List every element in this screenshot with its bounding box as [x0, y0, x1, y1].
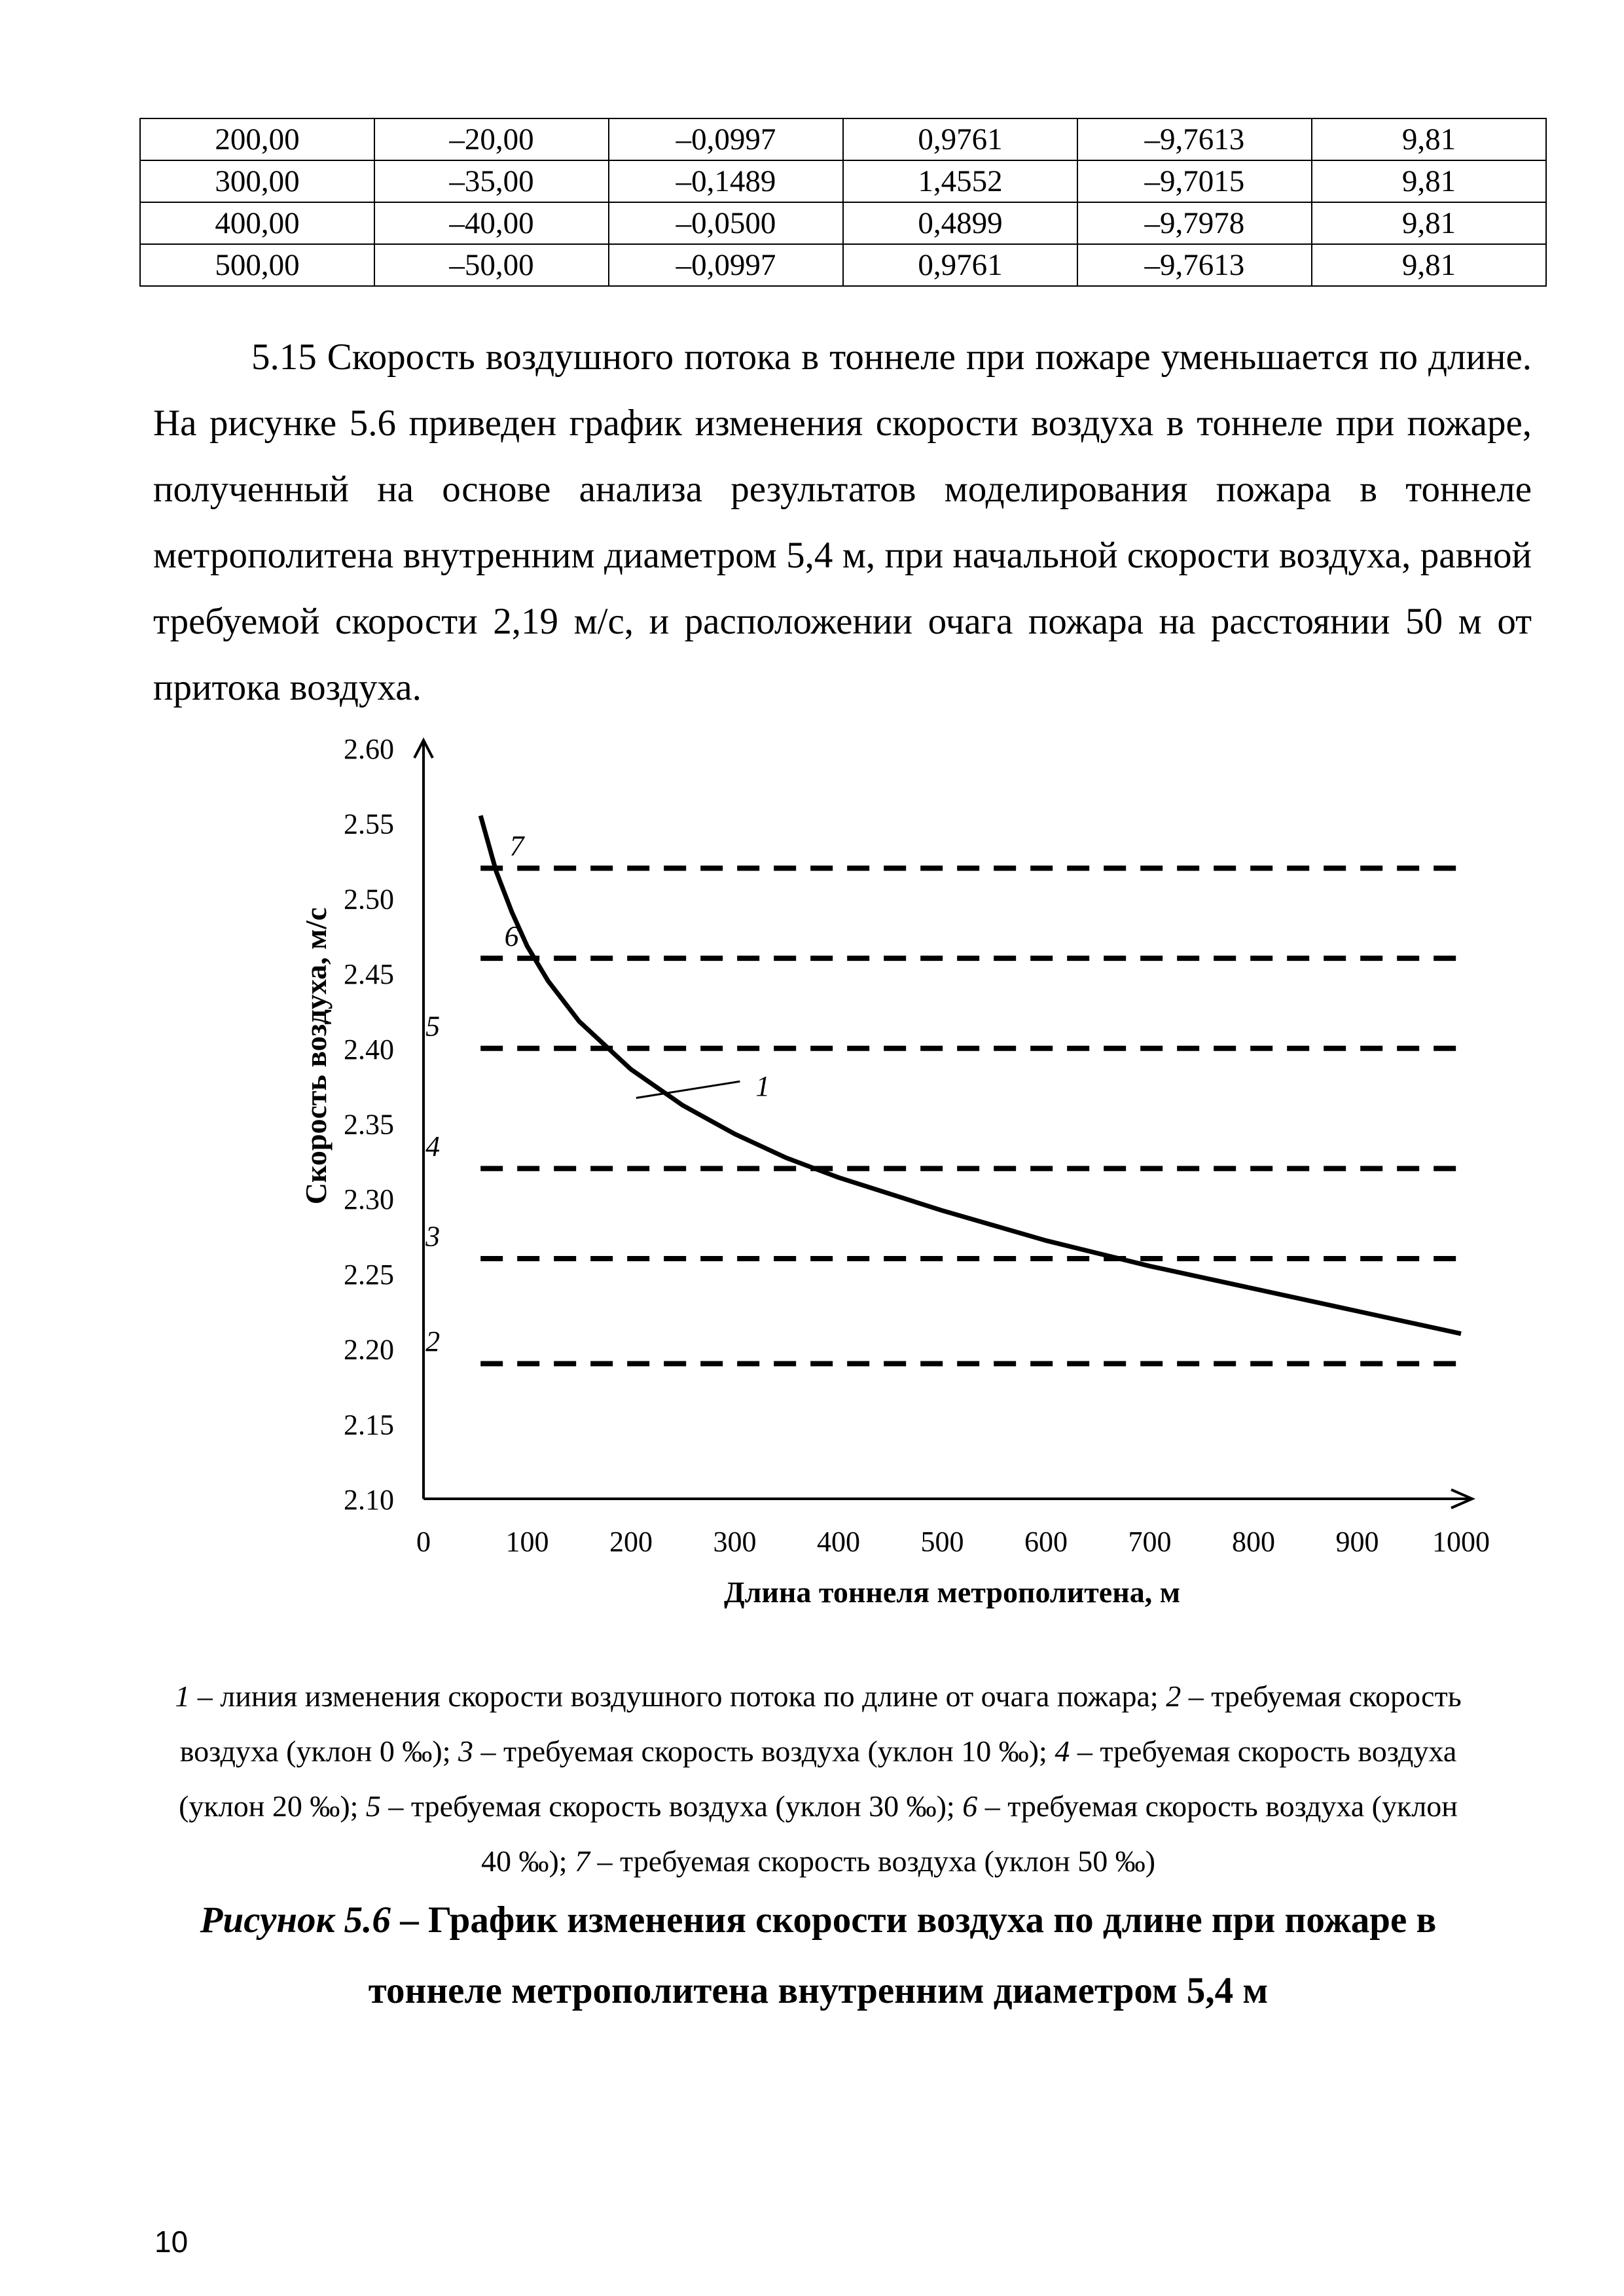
series-annotation-6: 6: [504, 920, 519, 952]
velocity-chart: [0, 726, 1624, 1643]
table-row: [140, 118, 1546, 160]
x-tick-label: 700: [1128, 1526, 1172, 1558]
y-tick-label: 2.10: [344, 1484, 394, 1516]
table-cell: 500,00: [140, 244, 374, 286]
y-tick-label: 2.25: [344, 1258, 394, 1291]
table-cell: 400,00: [140, 202, 374, 244]
y-tick-label: 2.35: [344, 1108, 394, 1141]
legend-num-6: 6: [962, 1789, 978, 1823]
y-tick-label: 2.50: [344, 883, 394, 916]
series-annotation-3: 3: [425, 1220, 441, 1253]
table-cell: –9,7613: [1077, 118, 1312, 160]
x-tick-label: 0: [416, 1526, 431, 1558]
legend-num-1: 1: [175, 1679, 190, 1713]
figure-caption: [164, 1885, 1473, 2026]
table-cell: –9,7978: [1077, 202, 1312, 244]
page-number: 10: [154, 2225, 189, 2259]
table-cell: 200,00: [140, 118, 374, 160]
x-tick-label: 200: [609, 1526, 653, 1558]
series-annotation-5: 5: [425, 1010, 441, 1043]
y-tick-label: 2.45: [344, 958, 394, 991]
table-cell: 300,00: [140, 160, 374, 202]
table-cell: –35,00: [374, 160, 609, 202]
table-row: [140, 244, 1546, 286]
x-tick-label: 400: [817, 1526, 860, 1558]
x-tick-label: 100: [505, 1526, 549, 1558]
table-cell: 9,81: [1312, 118, 1546, 160]
figure-legend: [164, 1669, 1473, 1889]
table-cell: 0,4899: [843, 202, 1077, 244]
y-axis-label: Скорость воздуха, м/с: [299, 907, 333, 1205]
table-cell: 0,9761: [843, 244, 1077, 286]
table-cell: 9,81: [1312, 202, 1546, 244]
table-cell: –0,0997: [609, 118, 843, 160]
x-tick-label: 1000: [1432, 1526, 1490, 1558]
x-tick-label: 300: [713, 1526, 757, 1558]
table-cell: –9,7613: [1077, 244, 1312, 286]
table-cell: 1,4552: [843, 160, 1077, 202]
data-table: [139, 118, 1547, 287]
legend-text-4: – требуемая скорость воздуха (уклон 20 ‰);: [179, 1734, 1457, 1823]
legend-num-3: 3: [458, 1734, 474, 1768]
legend-text-6: – требуемая скорость воздуха (уклон 40 ‰);: [480, 1789, 1458, 1878]
series-annotation-4: 4: [425, 1130, 441, 1162]
x-tick-label: 500: [920, 1526, 964, 1558]
table-cell: 9,81: [1312, 160, 1546, 202]
body-paragraph: 5.15 Скорость воздушного потока в тоннеле при пожаре уменьшается по длине. На рисунке 5.6 приведен график изменения скорости воздуха в тоннеле при пожаре, полученный на основе анализа результатов моделирования пожара в тоннеле метрополитена внутренним диаметром 5,4 м, при начальной скорости воздуха, равной требуемой скорости 2,19 м/с, и расположении очага пожара на расстоянии 50 м от притока воздуха.: [153, 336, 1532, 708]
table-cell: –40,00: [374, 202, 609, 244]
caption-text: – График изменения скорости воздуха по длине при пожаре в тоннеле метрополитена внутренним диаметром 5,4 м: [368, 1899, 1437, 2011]
series-annotation-2: 2: [425, 1325, 441, 1358]
legend-text-7: – требуемая скорость воздуха (уклон 50 ‰): [590, 1844, 1156, 1878]
caption-label: Рисунок 5.6: [200, 1899, 391, 1941]
table-cell: 0,9761: [843, 118, 1077, 160]
table-row: [140, 202, 1546, 244]
x-tick-label: 800: [1232, 1526, 1275, 1558]
x-tick-label: 600: [1024, 1526, 1068, 1558]
y-tick-label: 2.60: [344, 733, 394, 765]
table-cell: –20,00: [374, 118, 609, 160]
legend-num-2: 2: [1166, 1679, 1182, 1713]
table-row: [140, 160, 1546, 202]
table-cell: –9,7015: [1077, 160, 1312, 202]
table-cell: –0,0997: [609, 244, 843, 286]
y-tick-label: 2.20: [344, 1333, 394, 1366]
legend-num-7: 7: [575, 1844, 590, 1878]
y-tick-label: 2.30: [344, 1183, 394, 1216]
legend-num-5: 5: [365, 1789, 381, 1823]
table-cell: 9,81: [1312, 244, 1546, 286]
table-cell: –0,1489: [609, 160, 843, 202]
table-cell: –50,00: [374, 244, 609, 286]
legend-text-5: – требуемая скорость воздуха (уклон 30 ‰);: [380, 1789, 963, 1823]
series-annotation-7: 7: [509, 830, 524, 863]
table-cell: –0,0500: [609, 202, 843, 244]
legend-text-1: – линия изменения скорости воздушного потока по длине от очага пожара;: [190, 1679, 1166, 1713]
x-tick-label: 900: [1335, 1526, 1379, 1558]
x-axis-label: Длина тоннеля метрополитена, м: [723, 1575, 1181, 1609]
legend-text-2: – требуемая скорость воздуха (уклон 0 ‰);: [179, 1679, 1462, 1768]
y-tick-label: 2.15: [344, 1408, 394, 1441]
series-annotation-1: 1: [755, 1070, 770, 1103]
series-line-1: [480, 816, 1461, 1333]
legend-num-4: 4: [1055, 1734, 1070, 1768]
y-tick-label: 2.55: [344, 808, 394, 840]
y-tick-label: 2.40: [344, 1033, 394, 1066]
legend-text-3: – требуемая скорость воздуха (уклон 10 ‰);: [473, 1734, 1055, 1768]
